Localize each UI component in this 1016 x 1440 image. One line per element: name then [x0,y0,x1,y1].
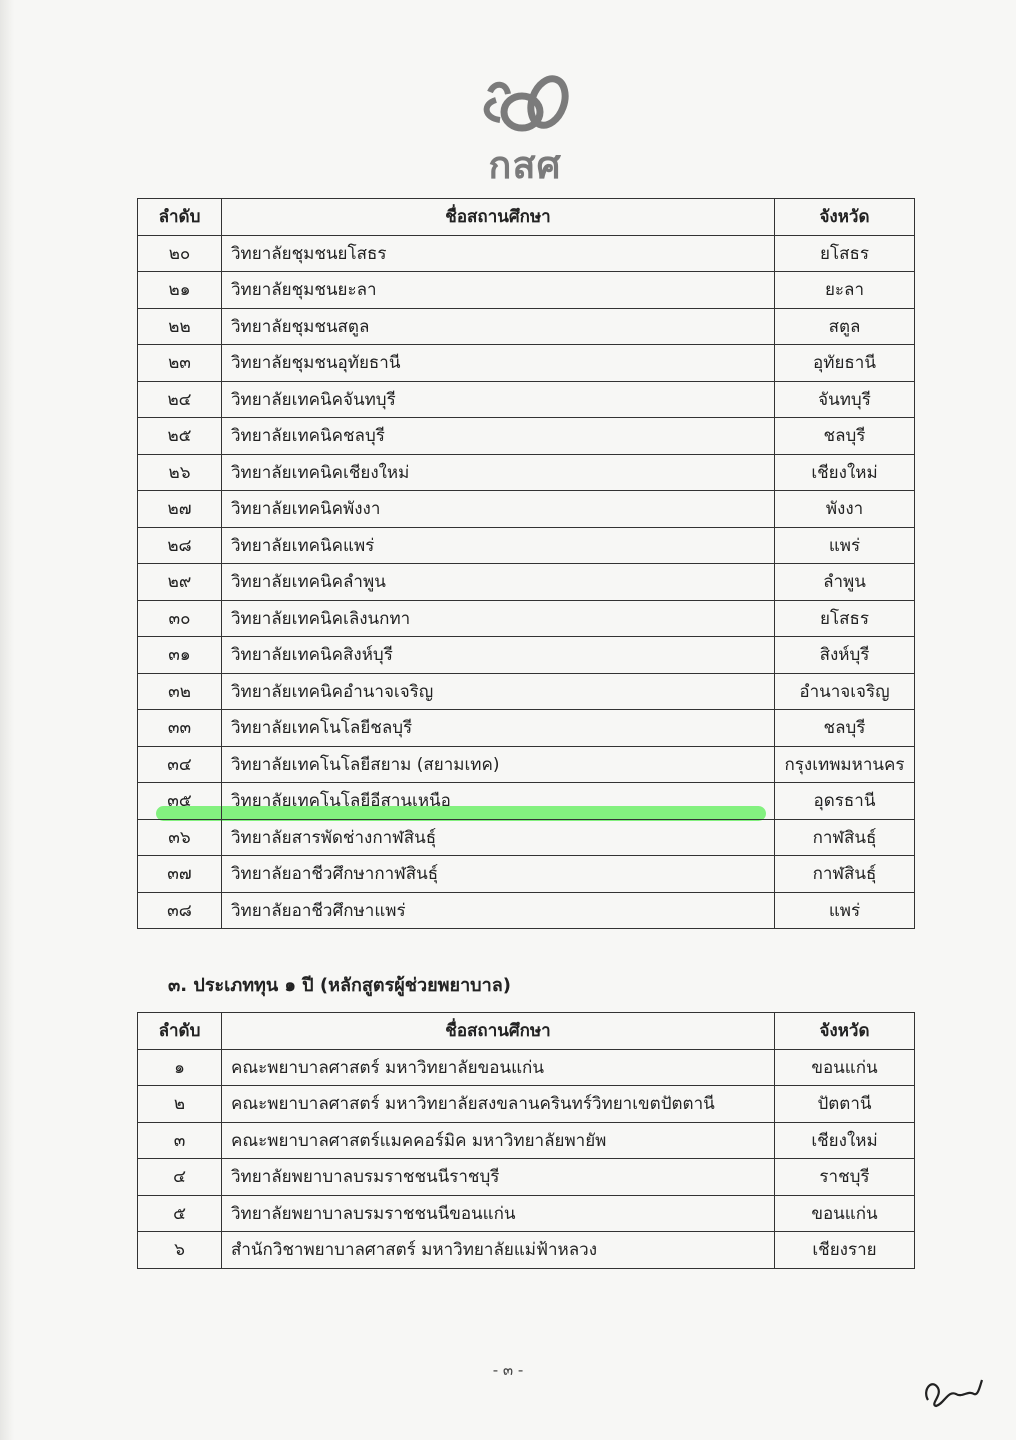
cell-name-text: วิทยาลัยเทคนิคสิงห์บุรี [231,645,393,666]
cell-name-text: วิทยาลัยเทคนิคชลบุรี [231,426,385,447]
cell-province: อุดรธานี [775,783,915,820]
cell-province: กรุงเทพมหานคร [775,746,915,783]
cell-province: อำนาจเจริญ [775,673,915,710]
table-row [138,710,915,747]
cell-no: ๓๓ [138,710,222,747]
cell-name-text: วิทยาลัยเทคนิคแพร่ [231,535,375,556]
cell-no: ๒๔ [138,381,222,418]
table-row [138,892,915,929]
cell-name-text: วิทยาลัยเทคนิคเลิงนกทา [231,608,411,629]
table-row [138,1232,915,1269]
table-row [138,673,915,710]
cell-province: อุทัยธานี [775,345,915,382]
cell-no: ๒๓ [138,345,222,382]
cell-province: เชียงใหม่ [775,1122,915,1159]
eef-logo [470,72,580,187]
page-number: - ๓ - [492,1361,524,1379]
cell-name [222,892,775,929]
cell-name [222,381,775,418]
cell-no: ๓ [138,1122,222,1159]
cell-name-text: วิทยาลัยชุมชนยะลา [231,280,377,301]
cell-province: จันทบุรี [775,381,915,418]
table-row [138,637,915,674]
table-row [138,1159,915,1196]
cell-province: ปัตตานี [775,1086,915,1123]
table-row [138,454,915,491]
table-row [138,1049,915,1086]
cell-name-text: สำนักวิชาพยาบาลศาสตร์ มหาวิทยาลัยแม่ฟ้าหลวง [231,1240,598,1261]
scan-edge-shadow [0,0,14,1440]
cell-name [222,1122,775,1159]
table-row [138,783,915,820]
cell-name [222,491,775,528]
cell-name-text: วิทยาลัยพยาบาลบรมราชชนนีราชบุรี [231,1167,500,1188]
table-row [138,308,915,345]
cell-name-text: วิทยาลัยอาชีวศึกษาแพร่ [231,900,406,921]
cell-name-text: คณะพยาบาลศาสตร์ มหาวิทยาลัยสงขลานครินทร์วิทยาเขตปัตตานี [231,1094,715,1115]
table-row [138,819,915,856]
header-province: จังหวัด [775,1013,915,1050]
cell-province: ขอนแก่น [775,1195,915,1232]
cell-name-text: วิทยาลัยเทคโนโลยีสยาม (สยามเทค) [231,754,500,775]
cell-name [222,527,775,564]
header-name: ชื่อสถานศึกษา [222,199,775,236]
cell-no: ๒๗ [138,491,222,528]
cell-no: ๑ [138,1049,222,1086]
cell-name-text: คณะพยาบาลศาสตร์แมคคอร์มิค มหาวิทยาลัยพายัพ [231,1130,607,1151]
cell-no: ๕ [138,1195,222,1232]
header-province: จังหวัด [775,199,915,236]
cell-name-text: วิทยาลัยชุมชนอุทัยธานี [231,353,401,374]
cell-no: ๓๗ [138,856,222,893]
cell-name [222,783,775,820]
cell-name [222,856,775,893]
cell-no: ๒๖ [138,454,222,491]
cell-no: ๒๑ [138,272,222,309]
table-row [138,1195,915,1232]
cell-province: ลำพูน [775,564,915,601]
cell-name [222,272,775,309]
cell-name [222,1195,775,1232]
table-row [138,600,915,637]
table-row [138,1086,915,1123]
cell-no: ๓๘ [138,892,222,929]
table-row [138,856,915,893]
cell-province: แพร่ [775,527,915,564]
cell-name [222,235,775,272]
cell-no: ๓๑ [138,637,222,674]
cell-name [222,1159,775,1196]
cell-province: เชียงใหม่ [775,454,915,491]
cell-province: ราชบุรี [775,1159,915,1196]
cell-province: ชลบุรี [775,710,915,747]
cell-name [222,819,775,856]
table-header-row [138,1013,915,1050]
institution-table-2 [137,1012,915,1269]
cell-name-text: วิทยาลัยเทคโนโลยีชลบุรี [231,718,413,739]
table-row [138,564,915,601]
header-name: ชื่อสถานศึกษา [222,1013,775,1050]
table-row [138,527,915,564]
cell-name-text: วิทยาลัยเทคนิคลำพูน [231,572,386,593]
cell-name [222,1232,775,1269]
cell-province: เชียงราย [775,1232,915,1269]
table-row [138,418,915,455]
table-row [138,235,915,272]
cell-name-text: วิทยาลัยชุมชนยโสธร [231,243,387,264]
cell-no: ๒ [138,1086,222,1123]
table-row [138,381,915,418]
cell-name [222,564,775,601]
cell-no: ๒๐ [138,235,222,272]
cell-name [222,673,775,710]
cell-province: พังงา [775,491,915,528]
cell-name-text: วิทยาลัยพยาบาลบรมราชชนนีขอนแก่น [231,1203,516,1224]
cell-province: ขอนแก่น [775,1049,915,1086]
header-no: ลำดับ [138,199,222,236]
cell-name-text: วิทยาลัยเทคนิคเชียงใหม่ [231,462,410,483]
table-header-row [138,199,915,236]
table-row [138,491,915,528]
cell-province: สิงห์บุรี [775,637,915,674]
cell-no: ๓๖ [138,819,222,856]
cell-name [222,637,775,674]
cell-no: ๒๕ [138,418,222,455]
cell-no: ๔ [138,1159,222,1196]
logo-text: กสศ [488,143,562,187]
cell-no: ๓๔ [138,746,222,783]
cell-name [222,600,775,637]
cell-no: ๖ [138,1232,222,1269]
signature-icon [918,1360,988,1410]
cell-name-text: วิทยาลัยสารพัดช่างกาฬสินธุ์ [231,827,437,848]
cell-province: ชลบุรี [775,418,915,455]
cell-name-text: วิทยาลัยเทคโนโลยีอีสานเหนือ [231,791,451,812]
cell-no: ๓๒ [138,673,222,710]
cell-no: ๓๐ [138,600,222,637]
cell-province: ยโสธร [775,235,915,272]
header-no: ลำดับ [138,1013,222,1050]
cell-name-text: วิทยาลัยเทคนิคจันทบุรี [231,389,396,410]
cell-province: กาฬสินธุ์ [775,819,915,856]
table-row [138,272,915,309]
cell-name-text: วิทยาลัยเทคนิคอำนาจเจริญ [231,681,434,702]
cell-name [222,1086,775,1123]
cell-name-text: วิทยาลัยเทคนิคพังงา [231,499,381,520]
cell-province: สตูล [775,308,915,345]
cell-name [222,454,775,491]
cell-province: ยะลา [775,272,915,309]
butterfly-logo-icon [470,72,580,136]
section-3-heading: ๓. ประเภททุน ๑ ปี (หลักสูตรผู้ช่วยพยาบาล) [168,975,511,996]
table-row [138,746,915,783]
cell-name [222,345,775,382]
cell-name-text: วิทยาลัยชุมชนสตูล [231,316,370,337]
cell-name [222,308,775,345]
cell-name-text: วิทยาลัยอาชีวศึกษากาฬสินธุ์ [231,864,439,885]
institution-table-1 [137,198,915,929]
cell-no: ๒๒ [138,308,222,345]
cell-province: กาฬสินธุ์ [775,856,915,893]
cell-name [222,746,775,783]
table-row [138,345,915,382]
cell-name [222,1049,775,1086]
cell-province: ยโสธร [775,600,915,637]
cell-no: ๓๕ [138,783,222,820]
table-row [138,1122,915,1159]
cell-name [222,418,775,455]
cell-name [222,710,775,747]
cell-no: ๒๙ [138,564,222,601]
cell-name-text: คณะพยาบาลศาสตร์ มหาวิทยาลัยขอนแก่น [231,1057,544,1078]
cell-no: ๒๘ [138,527,222,564]
cell-province: แพร่ [775,892,915,929]
